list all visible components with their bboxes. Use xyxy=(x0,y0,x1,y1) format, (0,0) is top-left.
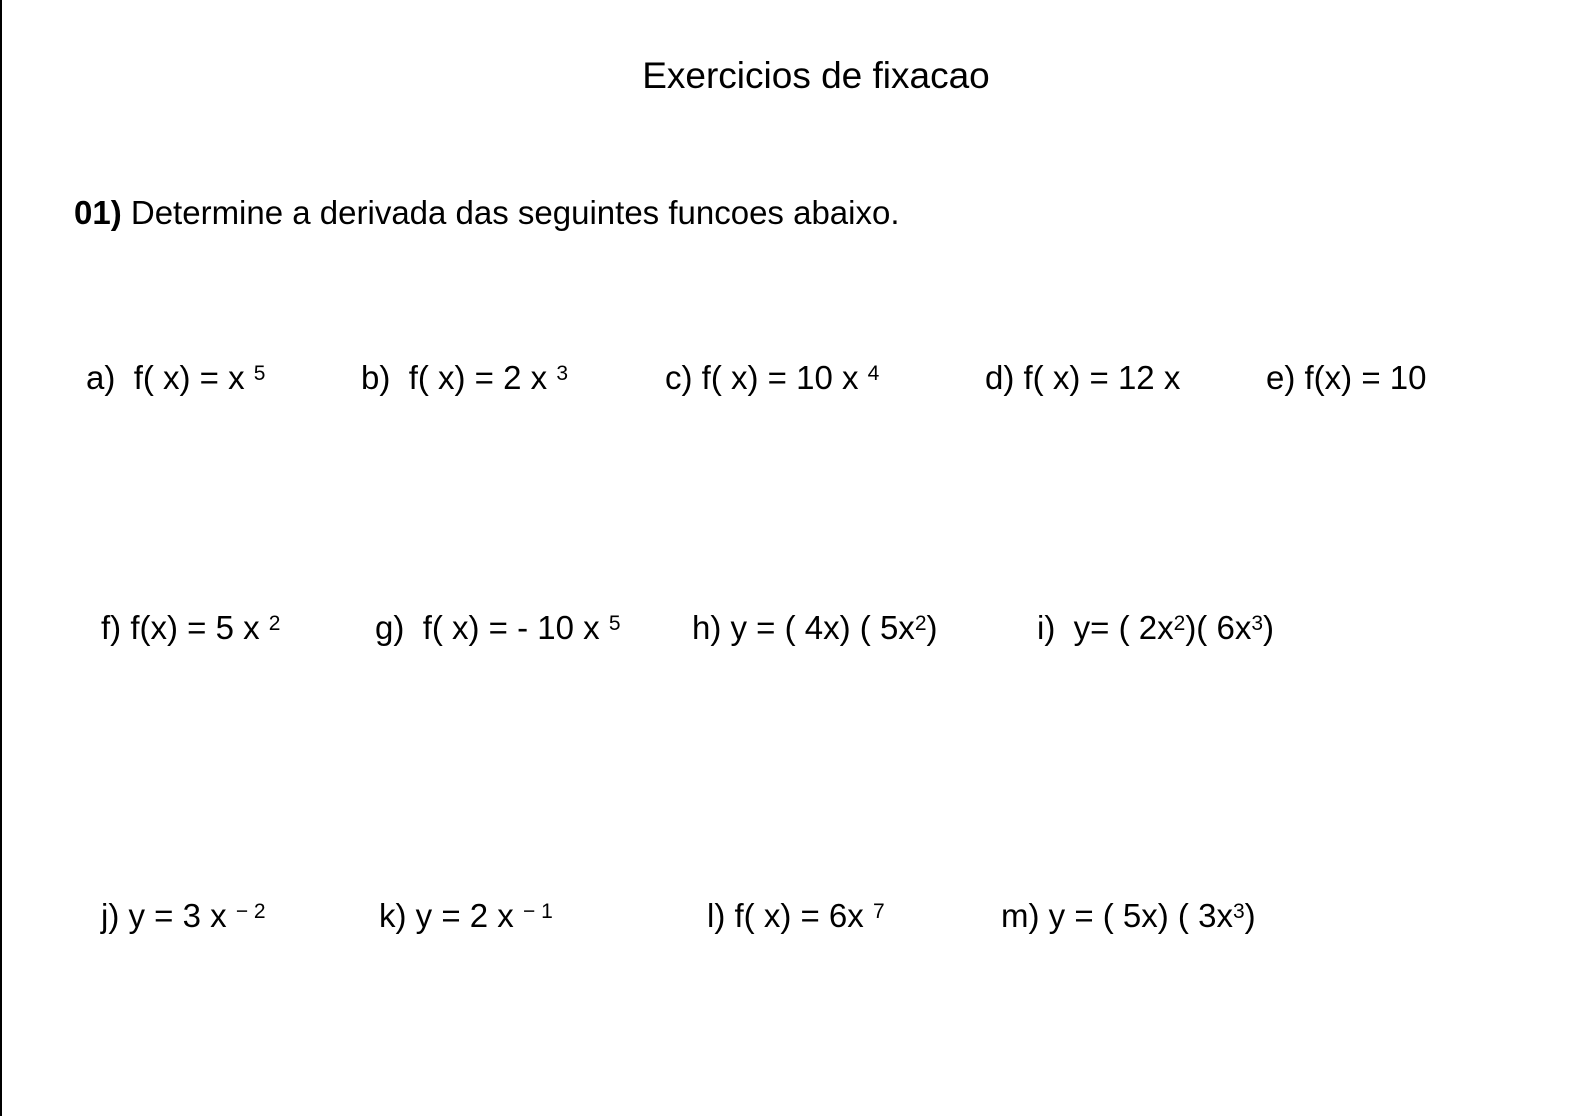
exercise-h xyxy=(692,608,938,648)
exercise-exponent: − 1 xyxy=(522,900,553,923)
exercise-m xyxy=(1001,896,1256,936)
exercise-label: f) xyxy=(101,609,122,646)
exercise-d xyxy=(985,358,1180,398)
exercise-expression-middle: )( 6x xyxy=(1185,609,1252,646)
exercise-label: d) xyxy=(985,359,1015,396)
exercise-label: m) xyxy=(1001,897,1040,934)
exercise-c xyxy=(665,358,879,398)
exercise-expression-tail: ) xyxy=(1244,897,1256,934)
question-number: 01) xyxy=(74,194,122,231)
exercise-l xyxy=(707,896,885,936)
exercise-label: l) xyxy=(707,897,726,934)
exercise-expression-tail: ) xyxy=(1263,609,1274,646)
exercise-exponent: 2 xyxy=(1173,612,1186,635)
exercise-exponent: − 2 xyxy=(235,900,266,923)
exercise-b xyxy=(361,358,568,398)
exercise-k xyxy=(379,896,553,936)
exercise-label: j) xyxy=(101,897,120,934)
page-title: Exercicios de fixacao xyxy=(642,55,990,96)
exercise-g xyxy=(375,608,621,648)
exercise-label: c) xyxy=(665,359,693,396)
question-text: Determine a derivada das seguintes funcoes abaixo. xyxy=(130,194,900,231)
exercise-expression: f( x) = 10 x xyxy=(701,359,859,396)
exercise-expression: f( x) = 6x xyxy=(734,897,864,934)
exercise-i xyxy=(1037,608,1274,648)
exercise-expression: f( x) = 2 x xyxy=(408,359,548,396)
exercise-exponent: 5 xyxy=(253,362,266,385)
exercise-exponent: 2 xyxy=(268,612,281,635)
exercise-expression: f(x) = 5 x xyxy=(130,609,260,646)
exercise-label: h) xyxy=(692,609,722,646)
exercise-expression: y= ( 2x xyxy=(1073,609,1174,646)
exercise-label: a) xyxy=(86,359,116,396)
exercise-label: e) xyxy=(1266,359,1296,396)
exercise-expression: f( x) = x xyxy=(133,359,245,396)
exercise-expression: f( x) = 12 x xyxy=(1023,359,1181,396)
exercise-exponent: 2 xyxy=(914,612,927,635)
question-instruction xyxy=(74,191,900,235)
exercise-expression: f(x) = 10 xyxy=(1304,359,1427,396)
exercise-expression: y = ( 5x) ( 3x xyxy=(1048,897,1233,934)
exercise-a xyxy=(86,358,265,398)
page-left-border xyxy=(0,0,2,1116)
exercise-label: i) xyxy=(1037,609,1056,646)
exercise-expression: y = 2 x xyxy=(415,897,514,934)
exercise-exponent: 7 xyxy=(872,900,885,923)
exercise-exponent-2: 3 xyxy=(1251,612,1263,635)
exercise-label: b) xyxy=(361,359,391,396)
exercise-exponent: 3 xyxy=(556,362,568,385)
exercise-e xyxy=(1266,358,1426,398)
exercise-exponent: 4 xyxy=(867,362,880,385)
exercise-label: k) xyxy=(379,897,407,934)
exercise-expression-tail: ) xyxy=(926,609,938,646)
exercise-exponent: 5 xyxy=(608,612,621,635)
exercise-exponent: 3 xyxy=(1232,900,1245,923)
exercise-expression: f( x) = - 10 x xyxy=(422,609,600,646)
exercise-expression: y = ( 4x) ( 5x xyxy=(730,609,915,646)
exercise-f xyxy=(101,608,280,648)
exercise-expression: y = 3 x xyxy=(128,897,227,934)
exercise-j xyxy=(101,896,266,936)
exercise-label: g) xyxy=(375,609,405,646)
